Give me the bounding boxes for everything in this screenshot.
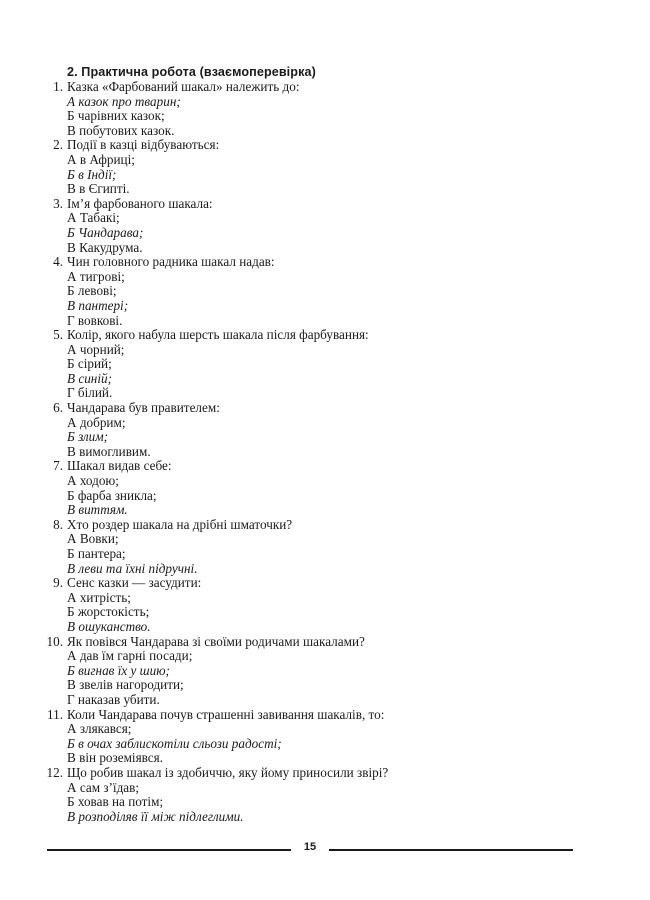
page-number: 15	[303, 841, 317, 853]
page-footer	[0, 838, 650, 858]
question-line	[0, 197, 650, 212]
question-line	[0, 708, 650, 723]
answer-option: А чорний;	[67, 341, 125, 357]
footer-rule-left	[47, 849, 291, 851]
question-line	[0, 328, 650, 343]
answer-option-correct: В пантері;	[67, 297, 129, 313]
answer-option: Г білий.	[67, 385, 113, 401]
answer-option: В він роземіявся.	[67, 750, 164, 766]
answer-option-correct: В ошуканство.	[67, 618, 151, 634]
question-number: 10.	[46, 633, 63, 649]
answer-option: Б пантера;	[67, 546, 126, 561]
question-text: Сенс казки — засудити:	[67, 575, 202, 591]
question-text: Що робив шакал із здобиччю, яку йому приносили звірі?	[67, 764, 389, 780]
answer-option: В вимогливим.	[67, 443, 151, 459]
answer-option: В побутових казок.	[67, 122, 175, 138]
question-item	[0, 459, 650, 517]
question-line	[0, 401, 650, 416]
question-number: 1.	[53, 79, 63, 94]
answer-option-correct: Б вигнав їх у шию;	[67, 662, 170, 678]
question-line	[0, 138, 650, 153]
question-text: Події в казці відбуваються:	[67, 137, 220, 153]
question-text: Чандарава був правителем:	[67, 400, 220, 416]
question-line	[0, 576, 650, 591]
answer-option: Б сірий;	[67, 356, 112, 372]
answer-option: А ходою;	[67, 473, 119, 489]
answer-option: А Вовки;	[67, 531, 119, 547]
section-heading: 2. Практична робота (взаємоперевірка)	[67, 65, 316, 79]
question-item	[0, 518, 650, 576]
answer-option: А Табакі;	[67, 210, 120, 226]
question-number: 2.	[53, 137, 63, 153]
question-line	[0, 635, 650, 650]
question-text: Колір, якого набула шерсть шакала після фарбування:	[67, 327, 369, 343]
footer-rule-right	[329, 849, 573, 851]
question-number: 7.	[53, 458, 63, 474]
answer-option-correct: А казок про тварин;	[67, 93, 181, 109]
answer-option: А тигрові;	[67, 268, 125, 284]
question-item	[0, 401, 650, 459]
answer-option-correct: Б в очах заблискотіли сльози радості;	[67, 735, 282, 751]
answer-option: Г вовкові.	[67, 312, 123, 328]
question-number: 3.	[53, 195, 63, 211]
answer-option: В в Єгипті.	[67, 181, 130, 197]
question-item	[0, 80, 650, 138]
question-line	[0, 518, 650, 533]
answer-option-correct: В розподіляв її між підлеглими.	[67, 808, 244, 824]
answer-option: А сам з’їдав;	[67, 779, 140, 795]
answer-option-correct: Б Чандарава;	[67, 224, 144, 240]
question-text: Коли Чандарава почув страшенні завивання шакалів, то:	[67, 706, 385, 722]
question-item	[0, 766, 650, 824]
question-item	[0, 708, 650, 766]
answer-option: Б левові;	[67, 283, 117, 299]
question-number: 12.	[46, 764, 63, 780]
answer-option: А хитрість;	[67, 589, 131, 605]
question-item	[0, 328, 650, 401]
answer-option-correct: В леви та їхні підручні.	[67, 560, 198, 576]
question-item	[0, 635, 650, 708]
answer-option-correct: В виттям.	[67, 502, 128, 518]
answer-option: Б жорстокість;	[67, 604, 150, 620]
answer-option: Б фарба зникла;	[67, 487, 157, 503]
question-number: 11.	[47, 706, 63, 722]
answer-option-correct: Б в Індії;	[67, 166, 117, 182]
answer-option: Б ховав на потім;	[67, 794, 164, 810]
question-text: Ім’я фарбованого шакала:	[67, 195, 213, 211]
answer-option-correct: В синій;	[67, 370, 112, 386]
question-number: 6.	[53, 400, 63, 416]
answer-option: А злякався;	[67, 721, 132, 737]
question-text: Хто роздер шакала на дрібні шматочки?	[67, 516, 293, 532]
answer-option: В звелів нагородити;	[67, 677, 184, 693]
question-text: Казка «Фарбований шакал» належить до:	[67, 79, 300, 94]
question-text: Чин головного радника шакал надав:	[67, 254, 275, 270]
question-number: 8.	[53, 516, 63, 532]
question-line	[0, 766, 650, 781]
question-number: 9.	[53, 575, 63, 591]
question-text: Шакал видав себе:	[67, 458, 172, 474]
question-item	[0, 138, 650, 196]
question-item	[0, 576, 650, 634]
question-line	[0, 255, 650, 270]
question-item	[0, 255, 650, 328]
question-line	[0, 80, 650, 95]
question-line	[0, 459, 650, 474]
answer-option: А добрим;	[67, 414, 126, 430]
answer-option: В Какудрума.	[67, 239, 143, 255]
question-text: Як повівся Чандарава зі своїми родичами шакалами?	[67, 633, 365, 649]
question-number: 5.	[53, 327, 63, 343]
answer-option: А дав їм гарні посади;	[67, 648, 193, 664]
answer-option: А в Африці;	[67, 151, 135, 167]
question-number: 4.	[53, 254, 63, 270]
question-list	[0, 80, 650, 824]
answer-option: Б чарівних казок;	[67, 108, 165, 124]
answer-option-correct: Б злим;	[67, 429, 109, 445]
question-item	[0, 197, 650, 255]
answer-option: Г наказав убити.	[67, 691, 160, 707]
